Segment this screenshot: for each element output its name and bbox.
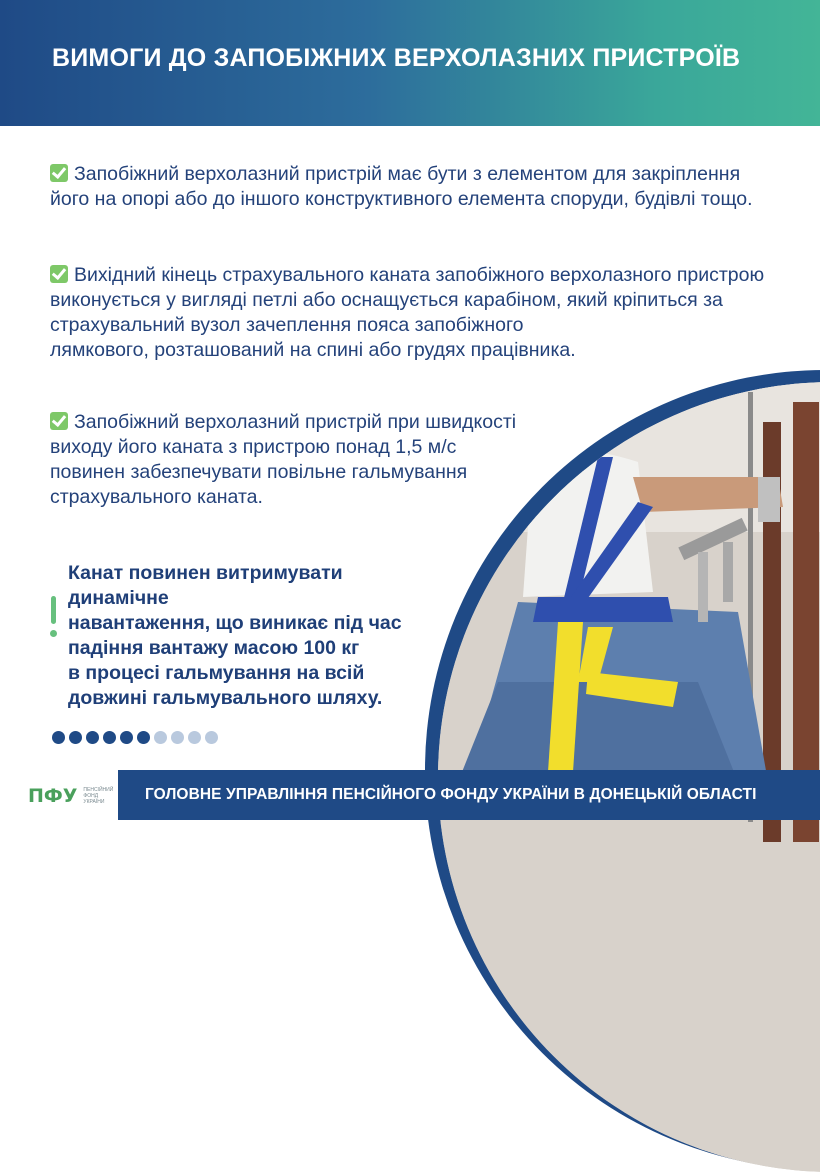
item-line [50, 263, 764, 288]
item-line: лямкового, розташований на спині або грудях працівника. [50, 339, 576, 361]
pagination-dot[interactable] [137, 731, 150, 744]
item-line: його на опорі або до іншого конструктивного елемента споруди, будівлі тощо. [50, 188, 753, 210]
pagination-dot[interactable] [103, 731, 116, 744]
requirement-item-1 [50, 162, 753, 212]
check-icon [50, 164, 68, 182]
pagination-dot[interactable] [188, 731, 201, 744]
note-line: довжині гальмувального шляху. [68, 687, 383, 709]
item-line [50, 162, 753, 187]
item-text: Запобіжний верхолазний пристрій має бути з елементом для закріплення [74, 163, 741, 185]
important-note [68, 561, 448, 711]
pagination-dot[interactable] [120, 731, 133, 744]
pagination-dots [52, 731, 218, 745]
item-line: виходу його каната з пристрою понад 1,5 м/с [50, 436, 457, 458]
pfu-logo [28, 784, 113, 808]
pagination-dot[interactable] [86, 731, 99, 744]
item-text: Вихідний кінець страхувального каната запобіжного верхолазного пристрою [74, 264, 765, 286]
exclamation-icon-dot [50, 630, 57, 637]
pagination-dot[interactable] [205, 731, 218, 744]
item-line: виконується у вигляді петлі або оснащується карабіном, який кріпиться за [50, 289, 723, 311]
footer-organization-name: ГОЛОВНЕ УПРАВЛІННЯ ПЕНСІЙНОГО ФОНДУ УКРАЇНИ В ДОНЕЦЬКІЙ ОБЛАСТІ [145, 786, 757, 803]
item-line: страхувального каната. [50, 486, 263, 508]
note-line: навантаження, що виникає під час [68, 612, 402, 634]
logo-mark: ПФУ [28, 785, 78, 807]
pagination-dot[interactable] [69, 731, 82, 744]
item-text: Запобіжний верхолазний пристрій при швидкості [74, 411, 517, 433]
page-title: ВИМОГИ ДО ЗАПОБІЖНИХ ВЕРХОЛАЗНИХ ПРИСТРОЇВ [52, 44, 741, 72]
note-line: Канат повинен витримувати динамічне [68, 562, 343, 609]
note-line: в процесі гальмування на всій [68, 662, 365, 684]
pagination-dot[interactable] [154, 731, 167, 744]
pagination-dot[interactable] [171, 731, 184, 744]
exclamation-icon [51, 596, 56, 624]
logo-caption: ПЕНСІЙНИЙ ФОНД УКРАЇНИ [83, 787, 114, 805]
note-line: падіння вантажу масою 100 кг [68, 637, 360, 659]
requirement-item-2 [50, 263, 764, 363]
check-icon [50, 412, 68, 430]
requirement-item-3 [50, 410, 516, 510]
check-icon [50, 265, 68, 283]
item-line: страхувальний вузол зачеплення пояса запобіжного [50, 314, 524, 336]
item-line: повинен забезпечувати повільне гальмування [50, 461, 468, 483]
item-line [50, 410, 516, 435]
pagination-dot[interactable] [52, 731, 65, 744]
header-banner [0, 0, 820, 126]
